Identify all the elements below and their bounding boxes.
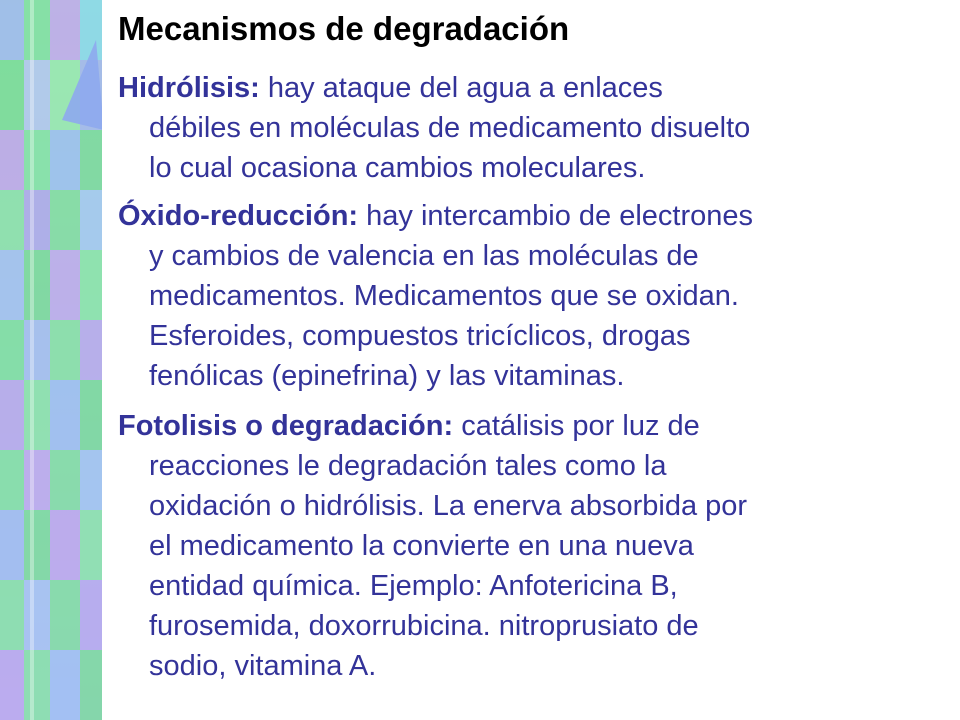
section-line: reacciones le degradación tales como la — [149, 450, 667, 482]
section-line: y cambios de valencia en las moléculas de — [149, 240, 699, 272]
slide-title: Mecanismos de degradación — [118, 10, 570, 47]
section-line: Esferoides, compuestos tricíclicos, drogas — [149, 320, 691, 352]
section-line: furosemida, doxorrubicina. nitroprusiato de — [149, 610, 699, 642]
section-line: débiles en moléculas de medicamento disuelto — [149, 112, 751, 144]
section-line: oxidación o hidrólisis. La enerva absorbida por — [149, 490, 748, 522]
section-term: Óxido-reducción: — [118, 200, 359, 232]
section-line: entidad química. Ejemplo: Anfotericina B, — [149, 570, 678, 602]
section-term: Fotolisis o degradación: — [118, 410, 454, 442]
slide-content — [102, 0, 960, 720]
section-line — [118, 68, 938, 108]
section-line — [118, 196, 938, 236]
section-text: catálisis por luz de — [453, 410, 700, 442]
section-line: el medicamento la convierte en una nueva — [149, 530, 694, 562]
section-term: Hidrólisis: — [118, 72, 260, 104]
section-text: hay ataque del agua a enlaces — [259, 72, 663, 104]
section-line: sodio, vitamina A. — [149, 650, 377, 682]
section-line: fenólicas (epinefrina) y las vitaminas. — [149, 360, 625, 392]
section-oxido-reduccion — [118, 196, 938, 396]
section-fotolisis — [118, 406, 938, 686]
section-line: lo cual ocasiona cambios moleculares. — [149, 152, 646, 184]
section-text: hay intercambio de electrones — [358, 200, 754, 232]
section-hidrolisis — [118, 68, 938, 188]
section-line: medicamentos. Medicamentos que se oxidan. — [149, 280, 739, 312]
section-line — [118, 406, 938, 446]
